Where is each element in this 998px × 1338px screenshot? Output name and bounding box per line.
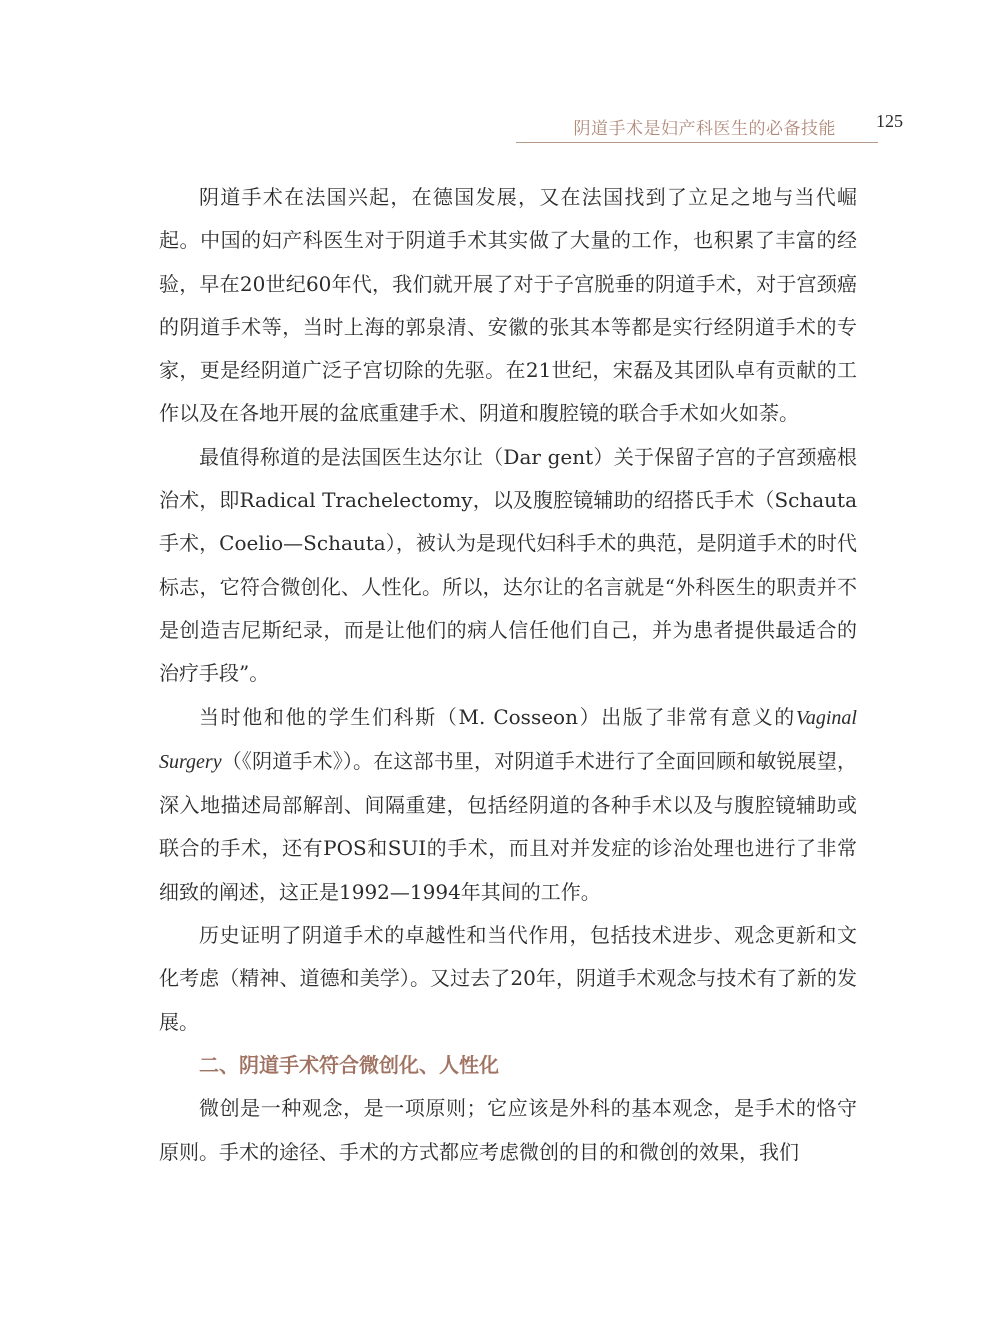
- paragraph-3-before: 当时他和他的学生们科斯（M. Cosseon）出版了非常有意义的: [199, 704, 796, 729]
- body-text: [159, 176, 857, 1174]
- paragraph-3: [159, 696, 857, 914]
- paragraph-4: 历史证明了阴道手术的卓越性和当代作用，包括技术进步、观念更新和文化考虑（精神、道德和美学）。又过去了20年，阴道手术观念与技术有了新的发展。: [159, 923, 857, 1034]
- book-title: Vaginal Surgery: [159, 706, 857, 773]
- paragraph-3-after: （《阴道手术》）。在这部书里，对阴道手术进行了全面回顾和敏锐展望，深入地描述局部解剖、间隔重建，包括经阴道的各种手术以及与腹腔镜辅助或联合的手术，还有POS和SUI的手术，而且对并发症的诊治处理也进行了非常细致的阐述，这正是1992—1994年其间的工作。: [159, 748, 857, 904]
- section-heading: 二、阴道手术符合微创化、人性化: [199, 1052, 499, 1077]
- running-header: [516, 108, 878, 143]
- running-header-title: 阴道手术是妇产科医生的必备技能: [573, 119, 836, 139]
- paragraph-2: 最值得称道的是法国医生达尔让（Dar gent）关于保留子宫的子宫颈癌根治术，即Radical Trachelectomy，以及腹腔镜辅助的绍搭氏手术（Schauta手术，Coelio—Schauta），被认为是现代妇科手术的典范，是阴道手术的时代标志，它符合微创化、人性化。所以，达尔让的名言就是“外科医生的职责并不是创造吉尼斯纪录，而是让他们的病人信任他们自己，并为患者提供最适合的治疗手段”。: [159, 444, 857, 686]
- paragraph-5: 微创是一种观念，是一项原则；它应该是外科的基本观念，是手术的恪守原则。手术的途径、手术的方式都应考虑微创的目的和微创的效果，我们: [159, 1096, 857, 1164]
- page-number: 125: [876, 111, 903, 131]
- paragraph-1: 阴道手术在法国兴起，在德国发展，又在法国找到了立足之地与当代崛起。中国的妇产科医生对于阴道手术其实做了大量的工作，也积累了丰富的经验，早在20世纪60年代，我们就开展了对于子宫脱垂的阴道手术，对于宫颈癌的阴道手术等，当时上海的郭泉清、安徽的张其本等都是实行经阴道手术的专家，更是经阴道广泛子宫切除的先驱。在21世纪，宋磊及其团队卓有贡献的工作以及在各地开展的盆底重建手术、阴道和腹腔镜的联合手术如火如荼。: [159, 185, 857, 426]
